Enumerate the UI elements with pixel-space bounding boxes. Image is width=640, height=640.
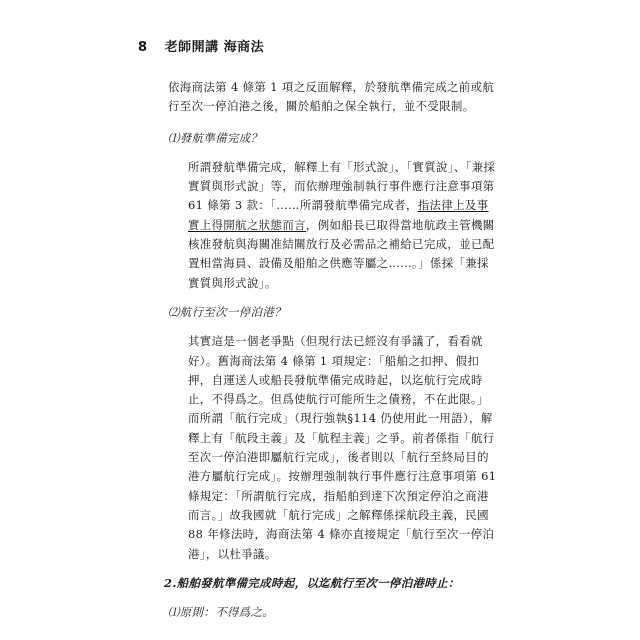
page-body — [164, 78, 500, 632]
page-number: 8 — [138, 40, 148, 55]
main-heading-2: 2.船舶發航準備完成時起，以迄航行至次一停泊港時止： — [164, 575, 460, 590]
section2-heading: ⑵航行至次一停泊港？ — [168, 304, 286, 319]
section2-1-heading: ⑴原則：不得爲之。 — [168, 605, 275, 620]
section1-heading: ⑴發航準備完成？ — [168, 130, 263, 145]
section1-text-after: ，例如船長已取得當地航政主管機關核准發航與海關准結關放行及必需品之補給已完成，並已配置相當海員、設備及船舶之供應等屬之……。」係採「兼採實質與形式說」。 — [188, 217, 495, 290]
section1-underlined-text: 指法律上及事實上得開航之狀態而言 — [188, 198, 489, 232]
intro-paragraph: 依海商法第 4 條第 1 項之反面解釋，於發航準備完成之前或航行至次一停泊港之後，關於船舶之保全執行，並不受限制。 — [168, 80, 495, 114]
section1-text-before: 所謂發航準備完成，解釋上有「形式說」、「實質說」、「兼採實質與形式說」等，而依辦理強制執行事件應行注意事項第 61 條第 3 款：「……所謂發航準備完成者， — [188, 159, 496, 213]
section1-paragraph — [188, 158, 500, 293]
book-title: 老師開講 海商法 — [164, 40, 265, 55]
page-header — [138, 36, 264, 55]
section2-paragraph: 其實這是一個老爭點（但現行法已經沒有爭議了，看看就好）。舊海商法第 4 條第 1 項規定：「船舶之扣押、假扣押，自運送人或船長發航準備完成時起，以迄航行完成時止，不得爲之。但爲使航行可能所生之債務，不在此限。」而所謂「航行完成」（現行強執§114 仍使用此一用語），解釋上有「航段主義」及「航程主義」之爭。前者係指「航行至次一停泊港即屬航行完成」，後者則以「航行至終局目的港方屬航行完成」。按辦理強制執行事件應行注意事項第 61 條規定：「所謂航行完成，指船舶到達下次預定停泊之商港而言。」故我國就「航行完成」之解釋係採航段主義，民國 88 年修法時，海商法第 4 條亦直接規定「航行至次一停泊港」，以杜爭議。 — [188, 334, 497, 561]
